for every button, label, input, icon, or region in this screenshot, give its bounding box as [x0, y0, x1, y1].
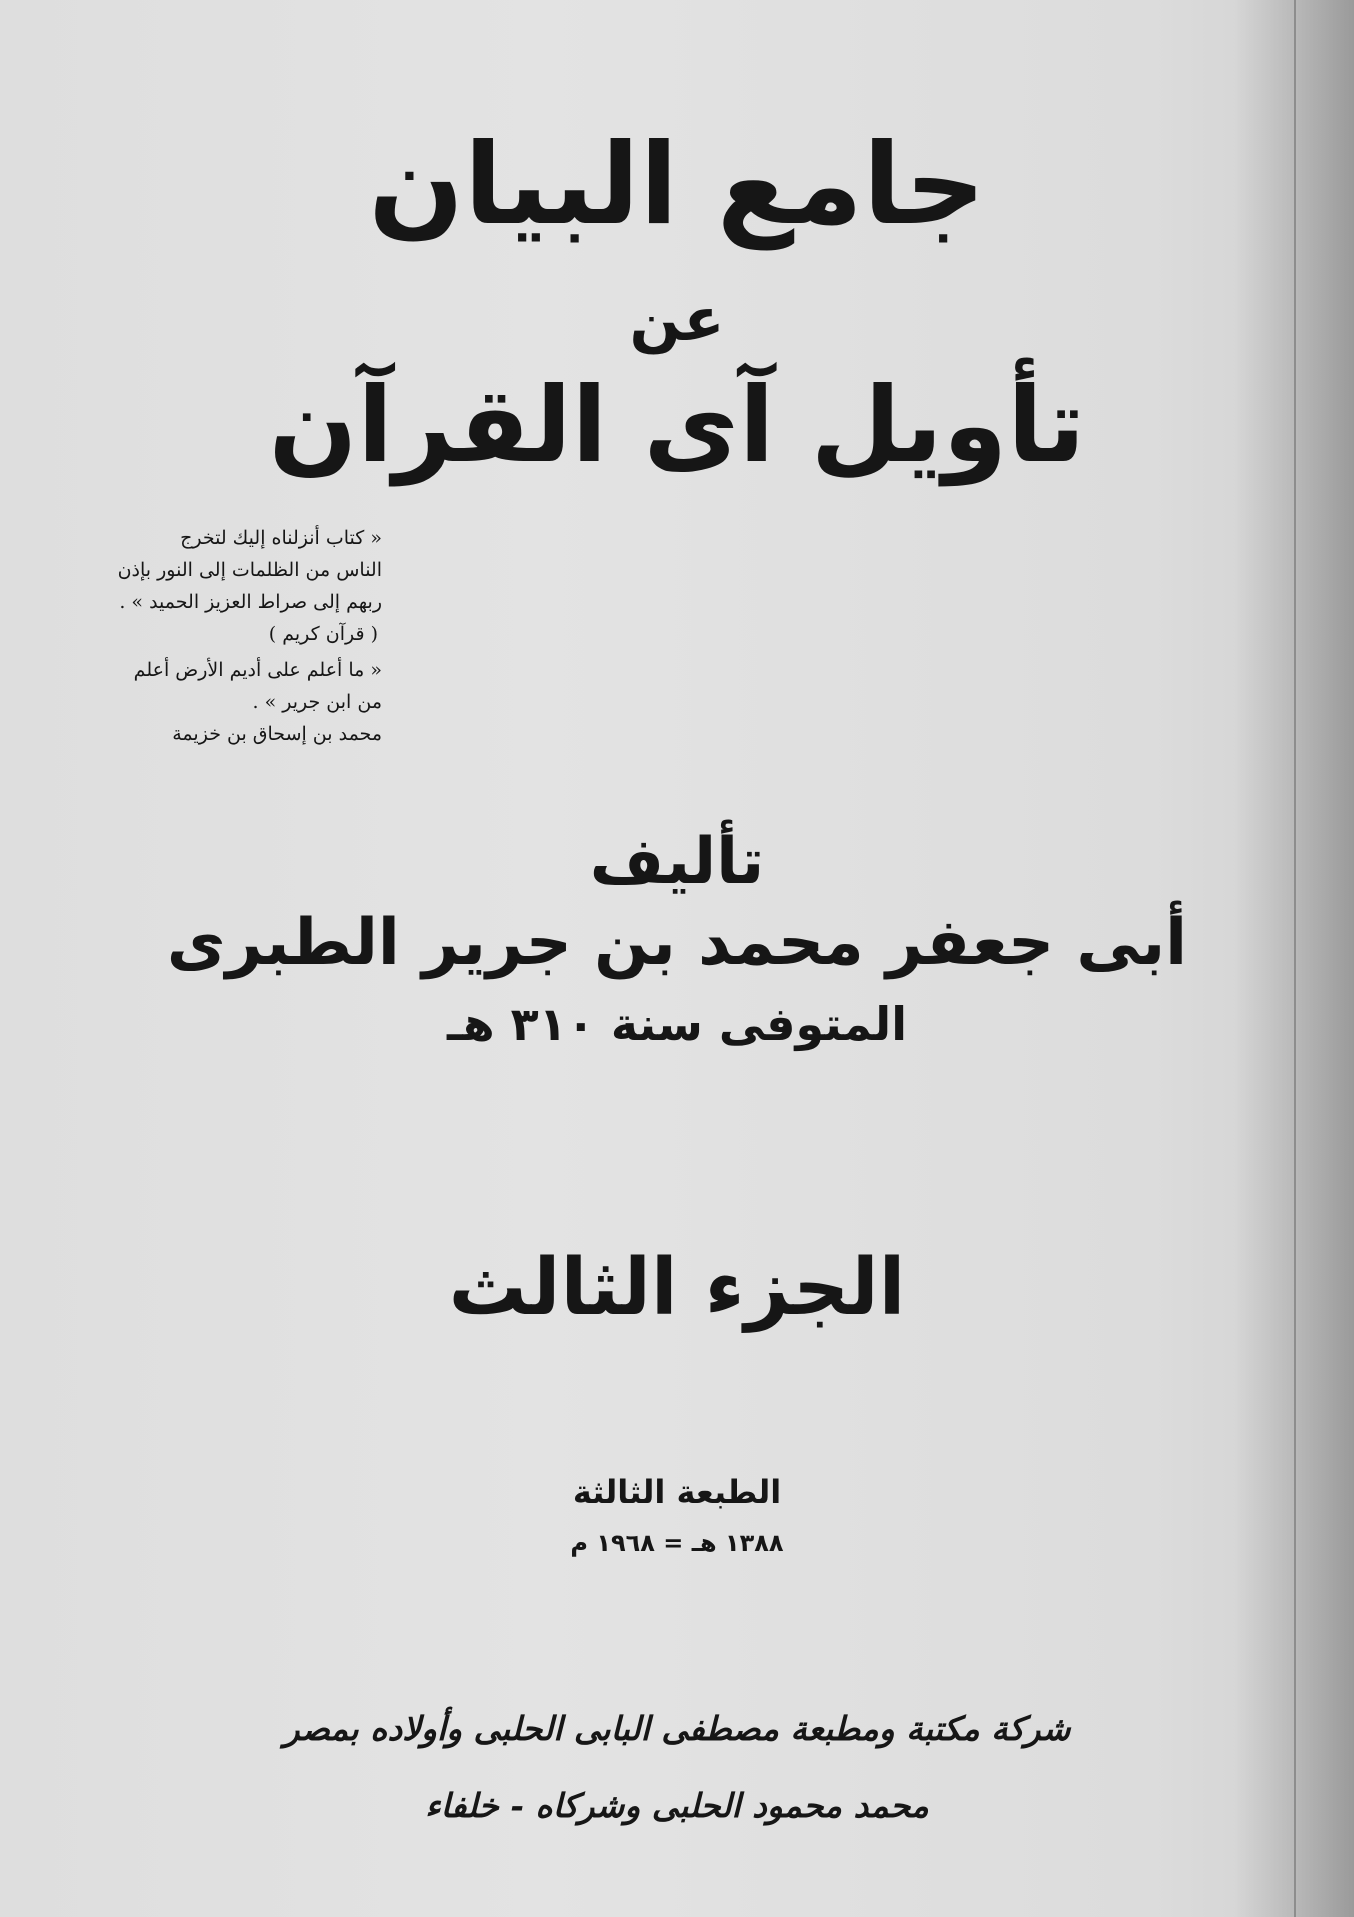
edition-label: الطبعة الثالثة	[572, 1473, 782, 1511]
publisher-name: شركة مكتبة ومطبعة مصطفى البابى الحلبى وأولاده بمصر	[283, 1709, 1071, 1748]
epigraph-source: محمد بن إسحاق بن خزيمة	[172, 723, 382, 745]
epigraph-source: ( قرآن كريم )	[268, 623, 378, 645]
authorship-label: تأليف	[589, 825, 765, 899]
epigraph-line: « ما أعلم على أديم الأرض أعلم	[133, 659, 382, 681]
author-name: أبى جعفر محمد بن جرير الطبرى	[166, 906, 1188, 980]
edition-years: ١٣٨٨ هـ = ١٩٦٨ م	[570, 1529, 784, 1557]
author-death-date: المتوفى سنة ٣١٠ هـ	[447, 997, 907, 1051]
epigraph-line: الناس من الظلمات إلى النور بإذن	[117, 559, 382, 581]
epigraph-line: « كتاب أنزلناه إليك لتخرج	[180, 527, 382, 549]
epigraph-line: من ابن جرير » .	[252, 691, 382, 713]
publisher-successors: محمد محمود الحلبى وشركاه - خلفاء	[425, 1786, 929, 1825]
epigraph-line: ربهم إلى صراط العزيز الحميد » .	[119, 591, 382, 613]
volume-number: الجزء الثالث	[448, 1243, 906, 1333]
title-connector: عن	[629, 285, 725, 355]
epigraph	[70, 522, 382, 750]
book-title: جامع البيان	[368, 120, 986, 250]
book-subtitle: تأويل آى القرآن	[268, 364, 1086, 486]
